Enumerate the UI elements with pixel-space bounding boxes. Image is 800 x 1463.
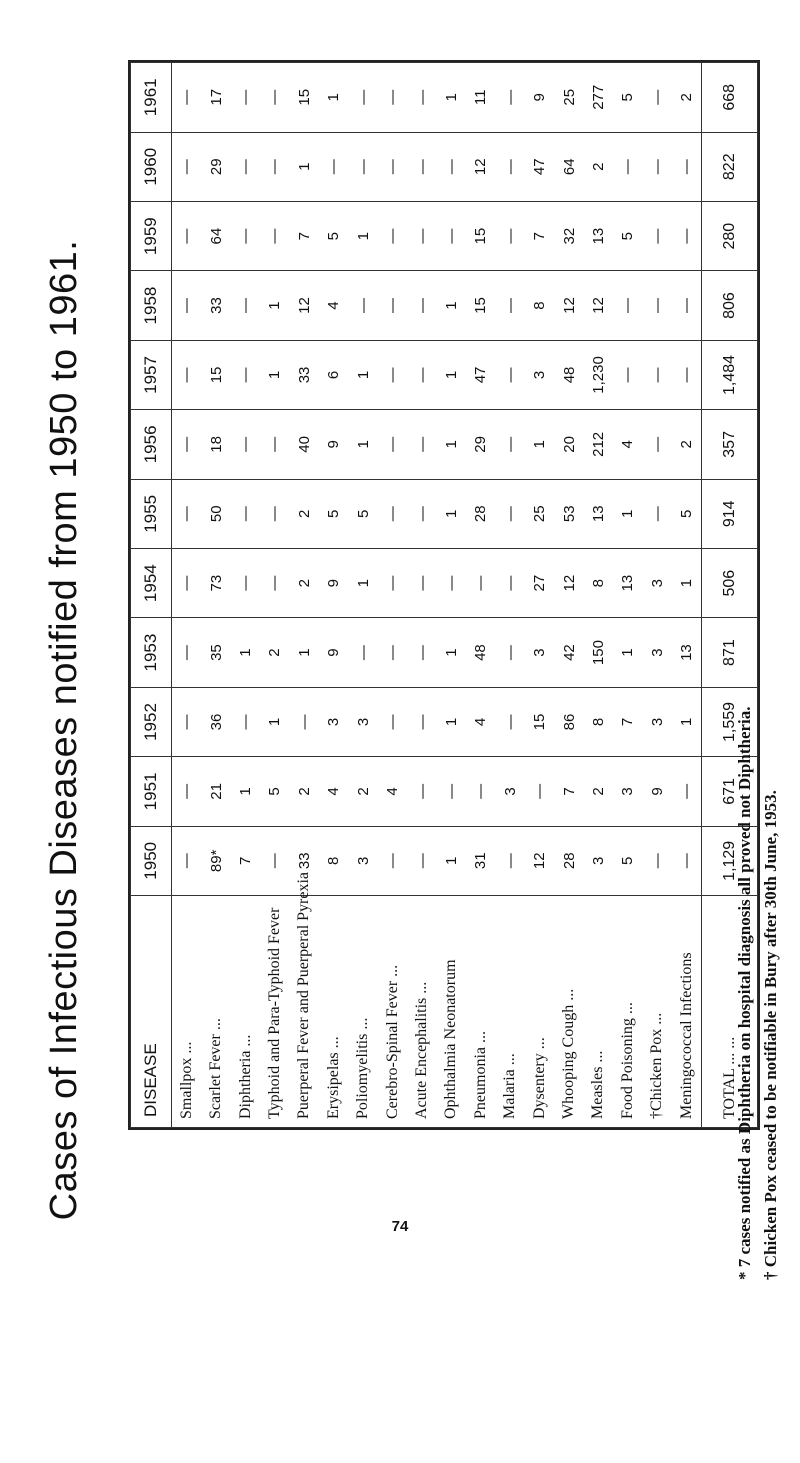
case-count-cell: 1 — [260, 340, 289, 409]
table-header-row — [131, 63, 172, 1128]
case-count-cell: 8 — [319, 826, 348, 895]
case-count-cell: 7 — [613, 687, 642, 756]
case-count-cell: 1,230 — [584, 340, 613, 409]
case-count-cell: 13 — [672, 618, 702, 687]
disease-name: Dysentery ... — [525, 896, 554, 1128]
case-count-cell: — — [231, 340, 260, 409]
table-row — [260, 63, 289, 1128]
case-count-cell: — — [172, 618, 202, 687]
case-count-cell: 2 — [260, 618, 289, 687]
disease-name: Malaria ... — [496, 896, 525, 1128]
case-count-cell: 35 — [201, 618, 230, 687]
case-count-cell: 13 — [613, 548, 642, 617]
case-count-cell: 33 — [290, 826, 319, 895]
disease-name: Puerperal Fever and Puerperal Pyrexia — [290, 896, 319, 1128]
case-count-cell: — — [172, 826, 202, 895]
case-count-cell: — — [172, 479, 202, 548]
case-count-cell: — — [643, 132, 672, 201]
case-count-cell: 2 — [290, 548, 319, 617]
case-count-cell: 64 — [554, 132, 583, 201]
case-count-cell: — — [260, 826, 289, 895]
case-count-cell: — — [496, 687, 525, 756]
case-count-cell: — — [172, 410, 202, 479]
case-count-cell: — — [496, 201, 525, 270]
total-cell: 914 — [702, 479, 758, 548]
case-count-cell: — — [231, 410, 260, 479]
case-count-cell: 4 — [613, 410, 642, 479]
header-year: 1953 — [131, 618, 172, 687]
disease-name: Poliomyelitis ... — [348, 896, 377, 1128]
table-row — [554, 63, 583, 1128]
diseases-table-container — [128, 60, 760, 1130]
case-count-cell: — — [378, 340, 407, 409]
case-count-cell: 32 — [554, 201, 583, 270]
case-count-cell: 2 — [672, 410, 702, 479]
case-count-cell: — — [496, 826, 525, 895]
case-count-cell: — — [407, 618, 436, 687]
case-count-cell: 9 — [643, 757, 672, 826]
case-count-cell: 4 — [466, 687, 495, 756]
case-count-cell: — — [643, 479, 672, 548]
disease-name: Typhoid and Para-Typhoid Fever — [260, 896, 289, 1128]
table-row — [672, 63, 702, 1128]
case-count-cell: 5 — [260, 757, 289, 826]
case-count-cell: 3 — [525, 340, 554, 409]
case-count-cell: 25 — [554, 63, 583, 133]
case-count-cell: 9 — [319, 548, 348, 617]
case-count-cell: 36 — [201, 687, 230, 756]
disease-name: Measles ... — [584, 896, 613, 1128]
case-count-cell: — — [378, 548, 407, 617]
case-count-cell: — — [496, 618, 525, 687]
case-count-cell: 2 — [584, 132, 613, 201]
case-count-cell: 3 — [525, 618, 554, 687]
case-count-cell: 50 — [201, 479, 230, 548]
case-count-cell: 4 — [378, 757, 407, 826]
table-row — [407, 63, 436, 1128]
case-count-cell: — — [319, 132, 348, 201]
case-count-cell: — — [407, 271, 436, 340]
case-count-cell: 1 — [437, 410, 466, 479]
case-count-cell: — — [496, 271, 525, 340]
case-count-cell: — — [496, 410, 525, 479]
case-count-cell: — — [172, 201, 202, 270]
case-count-cell: — — [348, 63, 377, 133]
case-count-cell: 12 — [525, 826, 554, 895]
disease-name: Ophthalmia Neonatorum — [437, 896, 466, 1128]
case-count-cell: 5 — [348, 479, 377, 548]
case-count-cell: — — [496, 132, 525, 201]
case-count-cell: 1 — [290, 132, 319, 201]
case-count-cell: — — [172, 132, 202, 201]
case-count-cell: — — [378, 63, 407, 133]
footnote-chicken-pox: † Chicken Pox ceased to be notifiable in Bury after 30th June, 1953. — [761, 790, 780, 1280]
case-count-cell: 42 — [554, 618, 583, 687]
case-count-cell: — — [613, 340, 642, 409]
case-count-cell: — — [613, 132, 642, 201]
disease-name: Smallpox ... — [172, 896, 202, 1128]
case-count-cell: — — [231, 132, 260, 201]
case-count-cell: — — [407, 826, 436, 895]
case-count-cell: 277 — [584, 63, 613, 133]
case-count-cell: — — [643, 271, 672, 340]
case-count-cell: — — [496, 63, 525, 133]
case-count-cell: — — [643, 63, 672, 133]
case-count-cell: 7 — [231, 826, 260, 895]
case-count-cell: 1 — [290, 618, 319, 687]
table-row — [643, 63, 672, 1128]
case-count-cell: 1 — [437, 618, 466, 687]
case-count-cell: 4 — [319, 757, 348, 826]
case-count-cell: 33 — [201, 271, 230, 340]
case-count-cell: 15 — [201, 340, 230, 409]
total-cell: 506 — [702, 548, 758, 617]
case-count-cell: — — [466, 548, 495, 617]
disease-name: Whooping Cough ... — [554, 896, 583, 1128]
case-count-cell: 17 — [201, 63, 230, 133]
case-count-cell: 1 — [437, 479, 466, 548]
case-count-cell: — — [378, 132, 407, 201]
case-count-cell: 1 — [260, 687, 289, 756]
case-count-cell: 3 — [584, 826, 613, 895]
total-cell: 357 — [702, 410, 758, 479]
case-count-cell: — — [407, 548, 436, 617]
case-count-cell: 8 — [584, 548, 613, 617]
case-count-cell: — — [172, 340, 202, 409]
case-count-cell: 1 — [437, 687, 466, 756]
disease-name: Meningococcal Infections — [672, 896, 702, 1128]
case-count-cell: 9 — [319, 618, 348, 687]
table-row — [466, 63, 495, 1128]
case-count-cell: — — [437, 132, 466, 201]
total-cell: 806 — [702, 271, 758, 340]
disease-name: Food Poisoning ... — [613, 896, 642, 1128]
case-count-cell: 86 — [554, 687, 583, 756]
case-count-cell: 2 — [584, 757, 613, 826]
case-count-cell: 6 — [319, 340, 348, 409]
total-cell: 1,129 — [702, 826, 758, 895]
case-count-cell: 1 — [348, 201, 377, 270]
case-count-cell: — — [407, 132, 436, 201]
case-count-cell: — — [672, 271, 702, 340]
table-row — [290, 63, 319, 1128]
case-count-cell: 29 — [466, 410, 495, 479]
case-count-cell: — — [260, 548, 289, 617]
case-count-cell: 1 — [348, 548, 377, 617]
total-cell: 1,559 — [702, 687, 758, 756]
case-count-cell: 1 — [613, 618, 642, 687]
case-count-cell: 21 — [201, 757, 230, 826]
case-count-cell: 12 — [554, 548, 583, 617]
case-count-cell: 73 — [201, 548, 230, 617]
case-count-cell: 1 — [613, 479, 642, 548]
case-count-cell: 7 — [554, 757, 583, 826]
case-count-cell: 40 — [290, 410, 319, 479]
header-year: 1956 — [131, 410, 172, 479]
header-year: 1954 — [131, 548, 172, 617]
total-cell: 668 — [702, 63, 758, 133]
case-count-cell: 1 — [437, 826, 466, 895]
footnote-diphtheria: * 7 cases notified as Diphtheria on hospital diagnosis all proved not Diphtheria. — [735, 706, 754, 1280]
case-count-cell: — — [643, 340, 672, 409]
case-count-cell: — — [260, 63, 289, 133]
case-count-cell: — — [378, 479, 407, 548]
case-count-cell: — — [672, 826, 702, 895]
case-count-cell: 15 — [525, 687, 554, 756]
case-count-cell: — — [407, 410, 436, 479]
case-count-cell: — — [407, 687, 436, 756]
case-count-cell: 4 — [319, 271, 348, 340]
table-row — [231, 63, 260, 1128]
diseases-table — [130, 62, 758, 1128]
case-count-cell: 27 — [525, 548, 554, 617]
table-row — [378, 63, 407, 1128]
header-year: 1958 — [131, 271, 172, 340]
case-count-cell: 48 — [554, 340, 583, 409]
case-count-cell: 2 — [672, 63, 702, 133]
disease-name: Cerebro-Spinal Fever ... — [378, 896, 407, 1128]
case-count-cell: 18 — [201, 410, 230, 479]
case-count-cell: — — [672, 340, 702, 409]
disease-name: Acute Encephalitis ... — [407, 896, 436, 1128]
case-count-cell: — — [496, 479, 525, 548]
case-count-cell: 1 — [319, 63, 348, 133]
case-count-cell: 20 — [554, 410, 583, 479]
page-number: 74 — [391, 1218, 409, 1235]
case-count-cell: 28 — [466, 479, 495, 548]
case-count-cell: 8 — [584, 687, 613, 756]
case-count-cell: 28 — [554, 826, 583, 895]
case-count-cell: 29 — [201, 132, 230, 201]
case-count-cell: 2 — [290, 479, 319, 548]
header-year: 1950 — [131, 826, 172, 895]
case-count-cell: — — [378, 687, 407, 756]
case-count-cell: 5 — [613, 826, 642, 895]
case-count-cell: 1 — [525, 410, 554, 479]
header-year: 1955 — [131, 479, 172, 548]
case-count-cell: — — [378, 271, 407, 340]
table-row — [437, 63, 466, 1128]
case-count-cell: — — [496, 548, 525, 617]
case-count-cell: — — [260, 479, 289, 548]
disease-name: †Chicken Pox ... — [643, 896, 672, 1128]
case-count-cell: 12 — [554, 271, 583, 340]
disease-name: Erysipelas ... — [319, 896, 348, 1128]
case-count-cell: — — [231, 63, 260, 133]
case-count-cell: — — [407, 63, 436, 133]
case-count-cell: 33 — [290, 340, 319, 409]
case-count-cell: 150 — [584, 618, 613, 687]
case-count-cell: — — [231, 687, 260, 756]
case-count-cell: 3 — [643, 548, 672, 617]
header-year: 1952 — [131, 687, 172, 756]
case-count-cell: 12 — [290, 271, 319, 340]
case-count-cell: — — [672, 132, 702, 201]
case-count-cell: 47 — [466, 340, 495, 409]
case-count-cell: 3 — [643, 687, 672, 756]
case-count-cell: 1 — [231, 618, 260, 687]
table-body — [172, 63, 758, 1128]
case-count-cell: 1 — [672, 687, 702, 756]
case-count-cell: 1 — [437, 271, 466, 340]
case-count-cell: 5 — [613, 63, 642, 133]
case-count-cell: 1 — [672, 548, 702, 617]
case-count-cell: — — [290, 687, 319, 756]
case-count-cell: — — [260, 132, 289, 201]
case-count-cell: — — [643, 201, 672, 270]
case-count-cell: — — [378, 201, 407, 270]
case-count-cell: — — [378, 826, 407, 895]
case-count-cell: — — [407, 757, 436, 826]
case-count-cell: — — [260, 410, 289, 479]
case-count-cell: 12 — [584, 271, 613, 340]
total-label: TOTAL ... ... — [702, 896, 758, 1128]
case-count-cell: — — [231, 548, 260, 617]
case-count-cell: — — [348, 618, 377, 687]
page-title: Cases of Infectious Diseases notified from 1950 to 1961. — [43, 239, 85, 1221]
case-count-cell: 2 — [348, 757, 377, 826]
header-year: 1959 — [131, 201, 172, 270]
case-count-cell: 5 — [319, 201, 348, 270]
case-count-cell: 53 — [554, 479, 583, 548]
case-count-cell: 1 — [348, 340, 377, 409]
case-count-cell: 89* — [201, 826, 230, 895]
header-year: 1957 — [131, 340, 172, 409]
table-row — [172, 63, 202, 1128]
case-count-cell: — — [437, 757, 466, 826]
case-count-cell: 9 — [319, 410, 348, 479]
table-row — [584, 63, 613, 1128]
case-count-cell: — — [525, 757, 554, 826]
case-count-cell: 7 — [525, 201, 554, 270]
case-count-cell: 7 — [290, 201, 319, 270]
case-count-cell: — — [643, 826, 672, 895]
header-year: 1951 — [131, 757, 172, 826]
case-count-cell: 3 — [348, 826, 377, 895]
total-cell: 871 — [702, 618, 758, 687]
case-count-cell: — — [172, 687, 202, 756]
case-count-cell: — — [672, 757, 702, 826]
case-count-cell: — — [172, 548, 202, 617]
case-count-cell: 5 — [613, 201, 642, 270]
case-count-cell: — — [407, 479, 436, 548]
case-count-cell: 5 — [672, 479, 702, 548]
case-count-cell: 25 — [525, 479, 554, 548]
case-count-cell: — — [348, 271, 377, 340]
header-disease: DISEASE — [131, 896, 172, 1128]
case-count-cell: 1 — [348, 410, 377, 479]
case-count-cell: 3 — [348, 687, 377, 756]
case-count-cell: 11 — [466, 63, 495, 133]
total-cell: 671 — [702, 757, 758, 826]
case-count-cell: 31 — [466, 826, 495, 895]
case-count-cell: — — [466, 757, 495, 826]
case-count-cell: — — [437, 548, 466, 617]
case-count-cell: — — [172, 271, 202, 340]
disease-name: Pneumonia ... — [466, 896, 495, 1128]
case-count-cell: — — [260, 201, 289, 270]
case-count-cell: — — [496, 340, 525, 409]
case-count-cell: 64 — [201, 201, 230, 270]
case-count-cell: — — [231, 479, 260, 548]
case-count-cell: — — [407, 201, 436, 270]
case-count-cell: 13 — [584, 201, 613, 270]
footnotes — [732, 180, 792, 1280]
table-row — [496, 63, 525, 1128]
case-count-cell: — — [437, 201, 466, 270]
case-count-cell: 212 — [584, 410, 613, 479]
case-count-cell: — — [231, 271, 260, 340]
case-count-cell: — — [172, 63, 202, 133]
case-count-cell: — — [407, 340, 436, 409]
case-count-cell: 3 — [643, 618, 672, 687]
case-count-cell: 1 — [437, 63, 466, 133]
table-row — [613, 63, 642, 1128]
case-count-cell: 15 — [466, 201, 495, 270]
case-count-cell: — — [672, 201, 702, 270]
case-count-cell: 8 — [525, 271, 554, 340]
case-count-cell: — — [378, 618, 407, 687]
case-count-cell: — — [348, 132, 377, 201]
case-count-cell: — — [613, 271, 642, 340]
case-count-cell: 47 — [525, 132, 554, 201]
table-row — [319, 63, 348, 1128]
table-row — [525, 63, 554, 1128]
case-count-cell: 12 — [466, 132, 495, 201]
case-count-cell: — — [378, 410, 407, 479]
case-count-cell: 1 — [231, 757, 260, 826]
case-count-cell: — — [643, 410, 672, 479]
case-count-cell: 1 — [437, 340, 466, 409]
case-count-cell: 13 — [584, 479, 613, 548]
case-count-cell: 48 — [466, 618, 495, 687]
total-cell: 822 — [702, 132, 758, 201]
case-count-cell: 5 — [319, 479, 348, 548]
disease-name: Scarlet Fever ... — [201, 896, 230, 1128]
case-count-cell: 3 — [319, 687, 348, 756]
case-count-cell: 1 — [260, 271, 289, 340]
total-cell: 280 — [702, 201, 758, 270]
case-count-cell: — — [231, 201, 260, 270]
case-count-cell: 15 — [466, 271, 495, 340]
case-count-cell: 3 — [613, 757, 642, 826]
case-count-cell: 3 — [496, 757, 525, 826]
case-count-cell: 2 — [290, 757, 319, 826]
table-row — [201, 63, 230, 1128]
header-year: 1961 — [131, 63, 172, 133]
case-count-cell: 15 — [290, 63, 319, 133]
case-count-cell: — — [172, 757, 202, 826]
disease-name: Diphtheria ... — [231, 896, 260, 1128]
total-cell: 1,484 — [702, 340, 758, 409]
table-row — [348, 63, 377, 1128]
case-count-cell: 9 — [525, 63, 554, 133]
header-year: 1960 — [131, 132, 172, 201]
